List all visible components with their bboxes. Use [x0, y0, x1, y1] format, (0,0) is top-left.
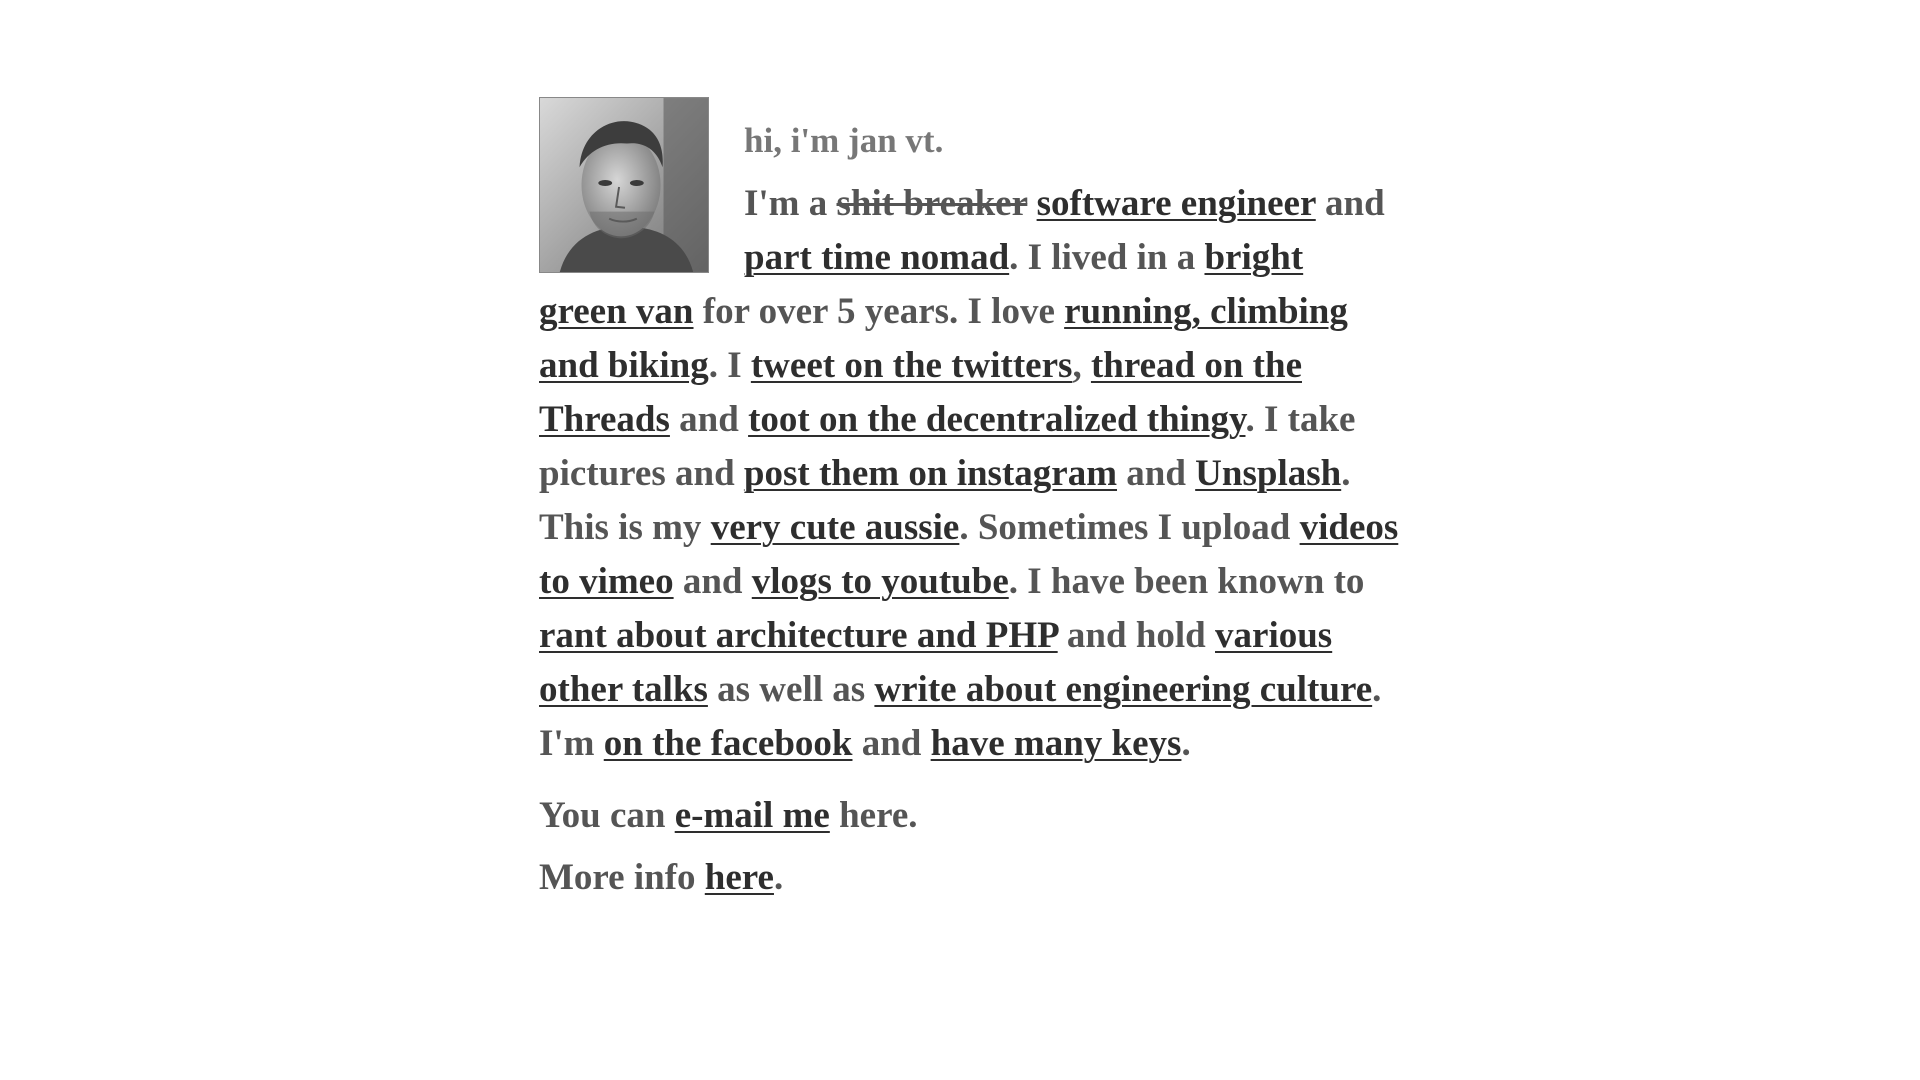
- twitter-link[interactable]: tweet on the twitters: [750, 345, 1073, 386]
- bio-text: I'm a: [744, 183, 828, 224]
- green-van-link[interactable]: bright green van: [539, 237, 1304, 332]
- bio-text: . Sometimes I upload: [959, 507, 1291, 548]
- bio-text: as well as: [717, 669, 866, 710]
- unsplash-link[interactable]: Unsplash: [1195, 453, 1342, 494]
- email-line: [539, 781, 1399, 843]
- bio-text: and: [1126, 453, 1186, 494]
- bio-text: and: [679, 399, 739, 440]
- facebook-link[interactable]: on the facebook: [603, 723, 853, 764]
- keys-link[interactable]: have many keys: [930, 723, 1182, 764]
- profile-photo: [539, 97, 709, 273]
- bio-text: . I have been known to: [1008, 561, 1365, 602]
- more-info-prefix: More info: [539, 857, 696, 898]
- vimeo-link[interactable]: videos to vimeo: [539, 507, 1399, 602]
- part-time-nomad-link[interactable]: part time nomad: [744, 237, 1010, 278]
- rant-link[interactable]: rant about architecture and PHP: [539, 615, 1058, 656]
- bio-text: .: [1181, 723, 1191, 764]
- bio-text: . This is my: [539, 453, 1351, 548]
- mastodon-link[interactable]: toot on the decentralized thingy: [748, 399, 1246, 440]
- main-content: [539, 97, 1399, 905]
- more-info-suffix: .: [773, 857, 784, 898]
- threads-link[interactable]: thread on the Threads: [539, 345, 1302, 440]
- aussie-dog-link[interactable]: very cute aussie: [710, 507, 960, 548]
- talks-link[interactable]: various other talks: [539, 615, 1333, 710]
- bio-text: . I'm: [539, 669, 1382, 764]
- bio-text: . I take pictures and: [539, 399, 1356, 494]
- instagram-link[interactable]: post them on instagram: [743, 453, 1118, 494]
- more-info-line: [539, 843, 1399, 905]
- bio-text: and: [682, 561, 743, 602]
- engineering-culture-link[interactable]: write about engineering culture: [874, 669, 1373, 710]
- bio-text: and: [1325, 183, 1385, 224]
- bio-text: . I: [708, 345, 742, 386]
- greeting-heading: hi, i'm jan vt.: [744, 121, 944, 160]
- profile-photo-image: [540, 98, 708, 272]
- bio-text: for over 5 years. I love: [702, 291, 1055, 332]
- bio-text: ,: [1072, 345, 1082, 386]
- email-prefix: You can: [539, 795, 666, 836]
- email-link[interactable]: e-mail me: [674, 795, 830, 836]
- bio-text: and hold: [1066, 615, 1206, 656]
- bio-text: . I lived in a: [1009, 237, 1196, 278]
- struck-title: shit breaker: [836, 183, 1028, 224]
- youtube-link[interactable]: vlogs to youtube: [751, 561, 1009, 602]
- more-info-link[interactable]: here: [704, 857, 774, 898]
- email-suffix: here.: [839, 795, 918, 836]
- software-engineer-link[interactable]: software engineer: [1036, 183, 1316, 224]
- bio-text: and: [861, 723, 922, 764]
- sports-link[interactable]: running, climbing and biking: [539, 291, 1348, 386]
